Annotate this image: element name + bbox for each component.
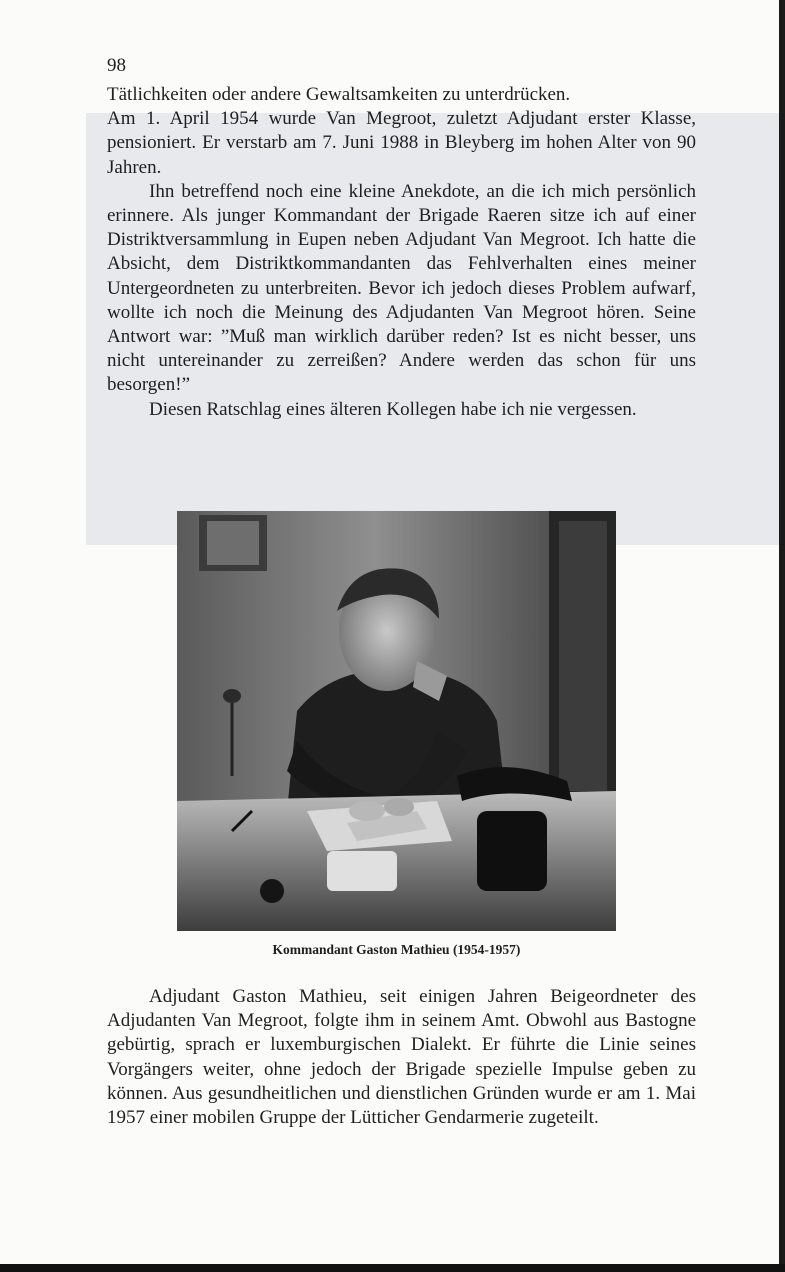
paragraph: Ihn betreffend noch eine kleine Anekdote, an die ich mich persönlich erinnere. Als junger Kommandant der Brigade Raeren sitze ich auf einer Distriktversammlung in Eupen neben Adjudant Van Megroot. Ich hatte die Absicht, dem Distriktkommandanten das Fehlverhalten eines meiner Untergeordneten zu unterbreiten. Bevor ich jedoch dieses Problem aufwarf, wollte ich noch die Meinung des Adjudanten Van Megroot hören. Seine Antwort war: ”Muß man wirklich darüber reden? Ist es nicht besser, uns nicht untereinander zu zerreißen? Andere werden das schon für uns besorgen!” — [107, 180, 696, 396]
portrait-photo — [177, 511, 616, 931]
paragraph: Tätlichkeiten oder andere Gewaltsamkeiten zu unterdrücken. — [107, 84, 571, 105]
lower-text-block — [107, 985, 696, 1130]
paragraph: Adjudant Gaston Mathieu, seit einigen Jahren Beigeordneter des Adjudanten Van Megroot, folgte ihm in seinem Amt. Obwohl aus Bastogne gebürtig, sprach er luxemburgischen Dialekt. Er führte die Linie seines Vorgängers weiter, ohne jedoch der Brigade spezielle Impulse geben zu können. Aus gesundheitlichen und dienstlichen Gründen wurde er am 1. Mai 1957 einer mobilen Gruppe der Lütticher Gendarmerie zugeteilt. — [107, 986, 696, 1129]
paragraph: Am 1. April 1954 wurde Van Megroot, zuletzt Adjudant erster Klasse, pensioniert. Er verstarb am 7. Juni 1988 in Bleyberg im hohen Alter von 90 Jahren. — [107, 108, 696, 178]
page-number: 98 — [107, 55, 126, 76]
upper-text-block — [107, 83, 696, 422]
scan-edge-right — [779, 0, 785, 1272]
scan-edge-bottom — [0, 1264, 785, 1272]
photo-caption: Kommandant Gaston Mathieu (1954-1957) — [272, 942, 521, 957]
photo-illustration — [177, 511, 616, 931]
paragraph: Diesen Ratschlag eines älteren Kollegen habe ich nie vergessen. — [149, 398, 637, 420]
